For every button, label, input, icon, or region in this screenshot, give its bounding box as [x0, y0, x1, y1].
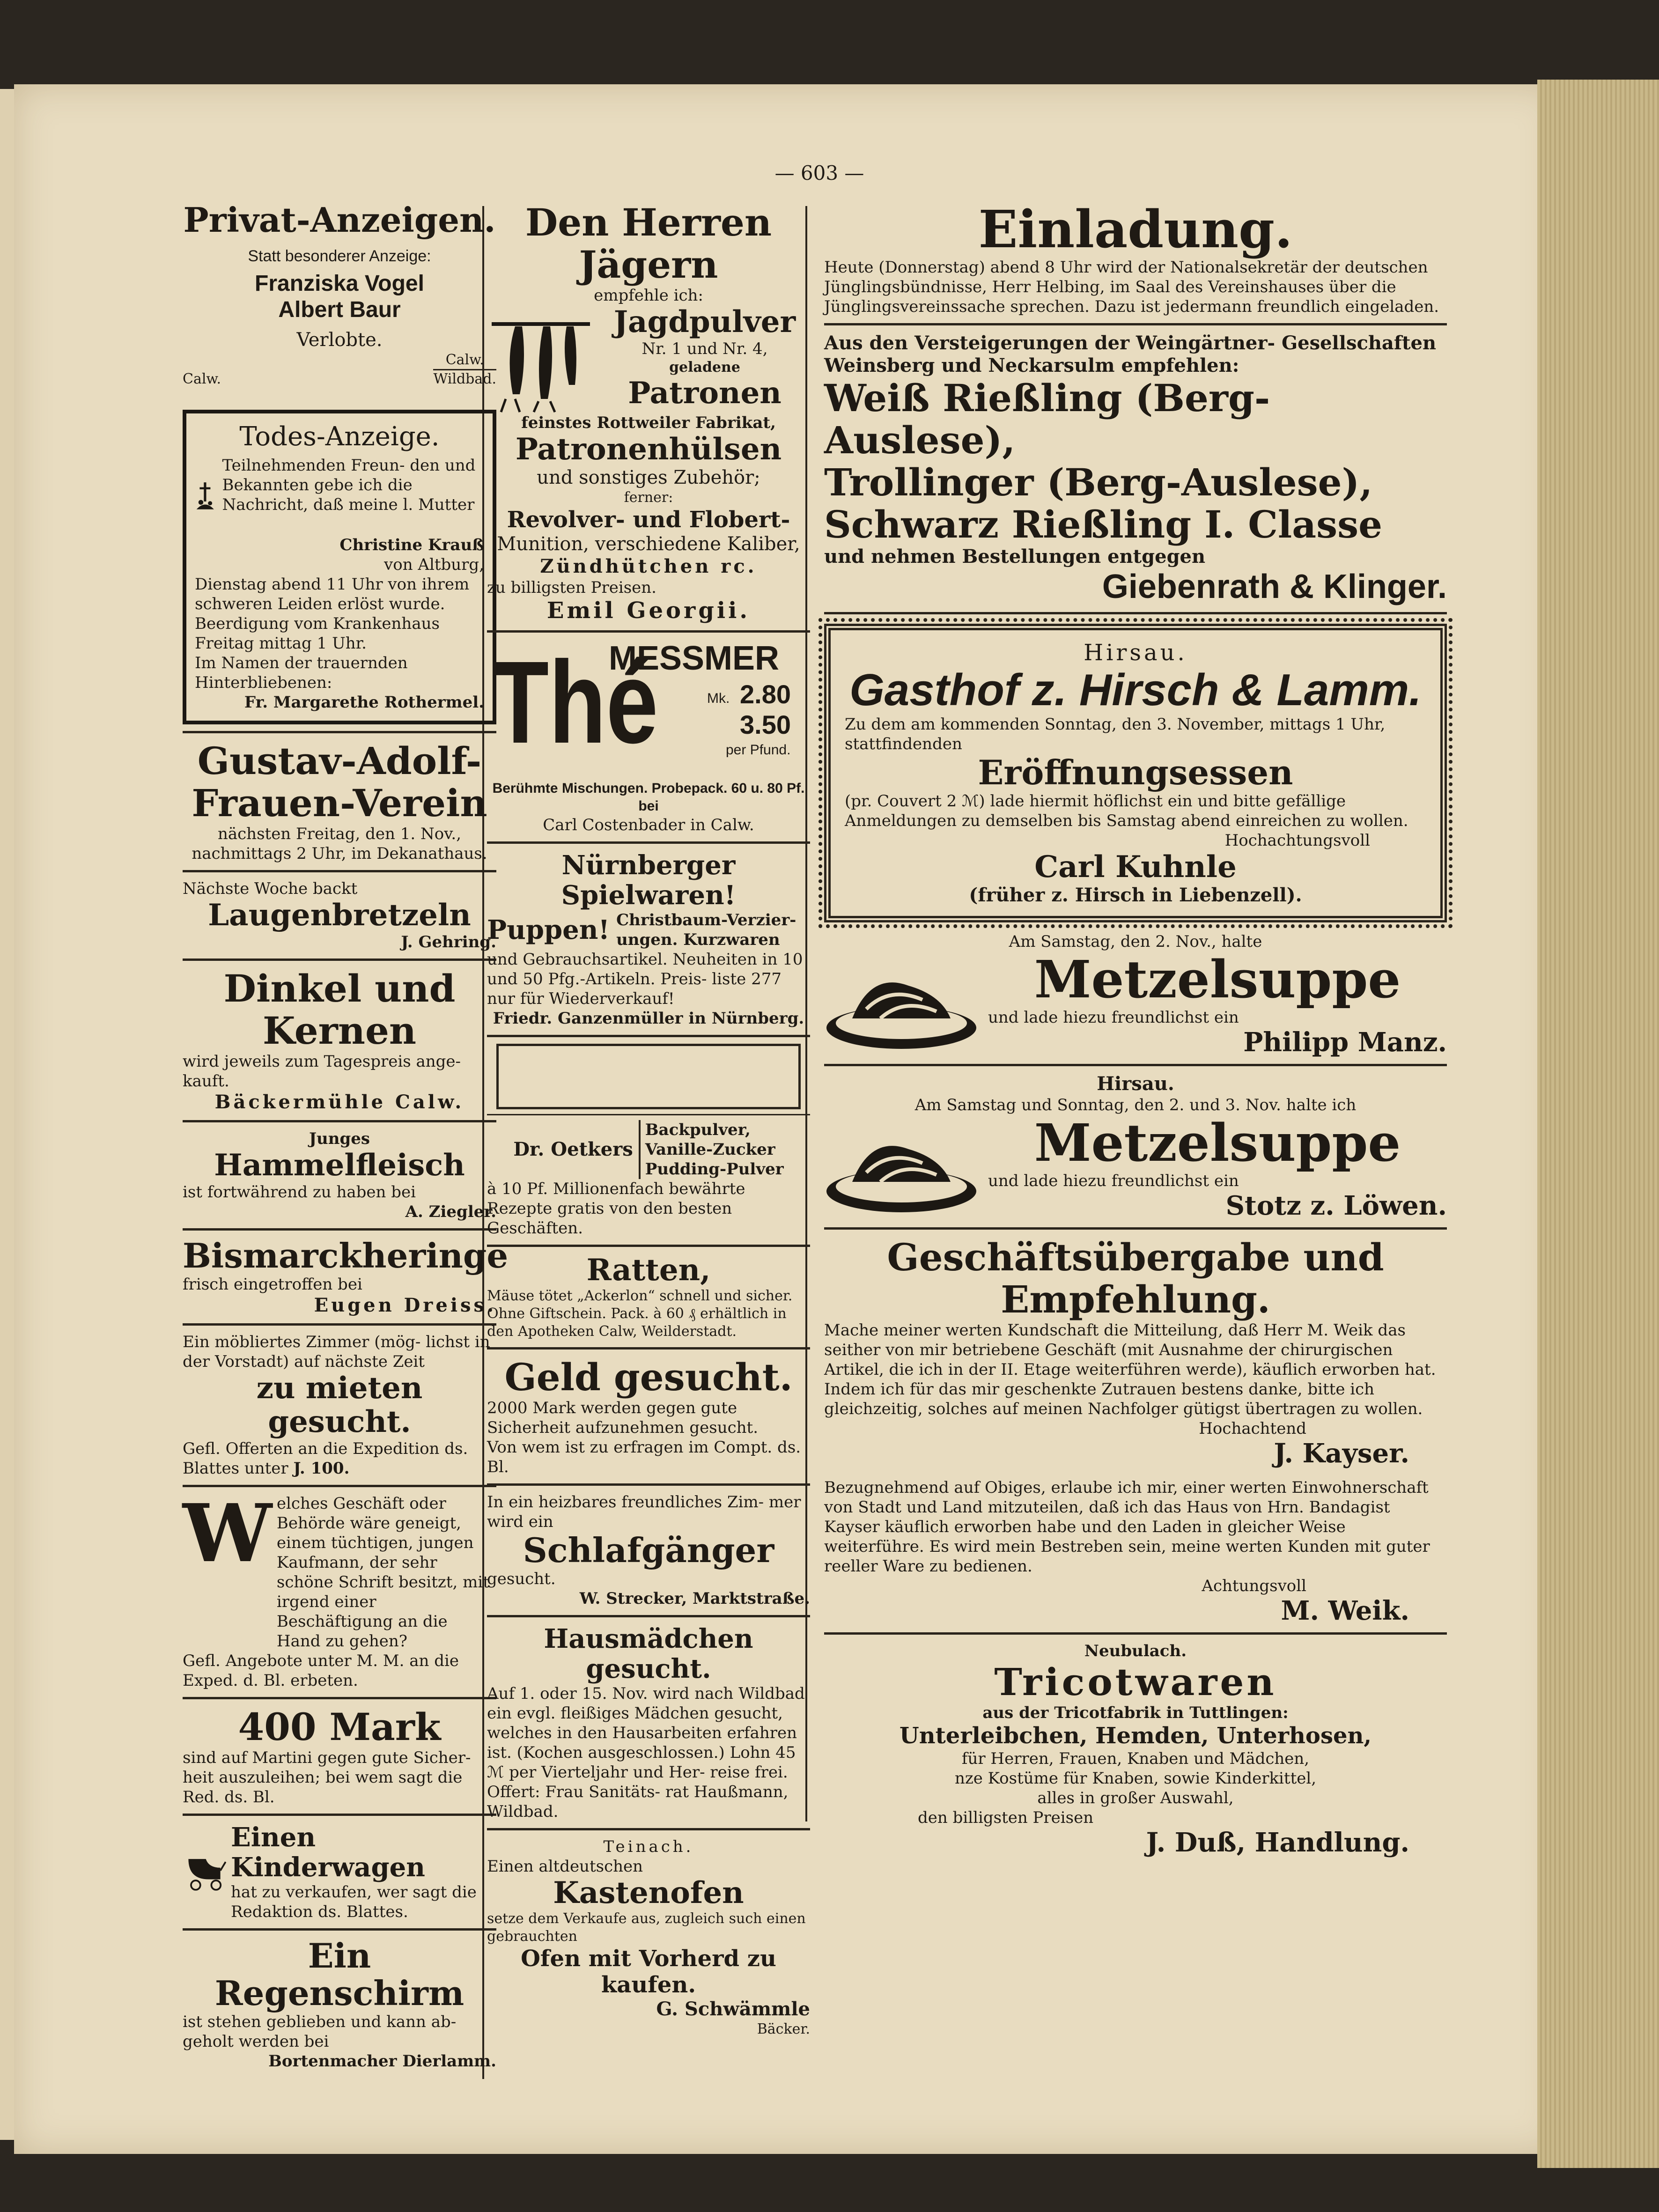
page-number: — 603 —: [774, 162, 864, 184]
wein-item-3: Schwarz Rießling I. Classe: [824, 502, 1383, 546]
jaeger-item-1: Jagdpulver: [613, 304, 796, 339]
column-3: [824, 201, 1447, 1858]
jaeger-item-6: Patronenhülsen: [515, 432, 782, 467]
trico-text: für Herren, Frauen, Knaben und Mädchen,: [961, 1749, 1310, 1768]
metzel2-place: Hirsau.: [1097, 1073, 1174, 1095]
ueber-text: Mache meiner werten Kundschaft die Mitteilung, daß Herr M. Weik das seither von mir betriebene Geschäft (mit Ausnahme der chirurgischen Artikel, die ich in der II. Etage weiterführen werde), käuflich erworben hat. Indem ich für das mir geschenkte Zutrauen bestens danke, bitte ich gleichzeitig, solches auf meinen Nachfolger gütigst übertragen zu wollen.: [824, 1321, 1436, 1418]
hammel-sign: A. Ziegler.: [405, 1202, 496, 1221]
nbg-items: Christbaum-Verzier- ungen. Kurzwaren: [616, 911, 796, 949]
messmer-ad: [487, 639, 810, 780]
kinderwagen-text: hat zu verkaufen, wer sagt die Redaktion ds. Blattes.: [231, 1883, 477, 1921]
schlaf-sign: W. Strecker, Marktstraße.: [579, 1589, 810, 1608]
todes-text-2: von Altburg,: [384, 555, 484, 574]
wein-intro: Aus den Versteigerungen der Weingärtner- Gesellschaften Weinsberg und Neckarsulm empfehlen:: [824, 332, 1437, 376]
oetker-name: Dr. Oetkers: [513, 1138, 633, 1160]
gast-title-2: Eröffnungsessen: [978, 752, 1293, 792]
ueber-greet-2: Achtungsvoll: [1202, 1577, 1306, 1595]
todes-anzeige: [183, 410, 496, 724]
grave-cross-icon: [195, 456, 216, 535]
ueber-title: Geschäftsübergabe und Empfehlung.: [887, 1235, 1384, 1321]
gustav-text: nächsten Freitag, den 1. Nov., nachmittags 2 Uhr, im Dekanathaus.: [192, 825, 487, 863]
geld-title: Geld gesucht.: [504, 1355, 793, 1399]
todes-sign: Fr. Margarethe Rothermel.: [244, 693, 484, 712]
dinkel-title: Dinkel und Kernen: [223, 966, 456, 1053]
gast-text-1: Zu dem am kommenden Sonntag, den 3. November, mittags 1 Uhr, stattfindenden: [845, 715, 1386, 753]
jaeger-item-2: Nr. 1 und Nr. 4,: [641, 339, 768, 358]
metzel2-intro: Am Samstag und Sonntag, den 2. und 3. Nov. halte ich: [914, 1096, 1357, 1114]
jaeger-intro: empfehle ich:: [594, 286, 703, 305]
the-sign: Carl Costenbader in Calw.: [543, 816, 754, 834]
zimmer-text-2-body: Gefl. Offerten an die Expedition ds. Blattes unter: [183, 1439, 468, 1478]
gustav-title-2: Frauen-Verein: [192, 781, 487, 825]
gast-text-2: (pr. Couvert 2 ℳ) lade hiermit höflichst ein und bitte gefällige Anmeldungen zu demselben bis Samstag abend einreichen zu wollen.: [845, 792, 1408, 830]
gast-place: Hirsau.: [1084, 640, 1187, 666]
metzel1-intro: Am Samstag, den 2. Nov., halte: [1009, 932, 1262, 951]
privat-title: Privat-Anzeigen.: [183, 200, 496, 240]
todes-text-3: Dienstag abend 11 Uhr von ihrem schweren Leiden erlöst wurde.: [195, 575, 470, 613]
jaeger-item-9: Revolver- und Flobert-: [507, 507, 790, 533]
kasten-place: Teinach.: [603, 1837, 694, 1856]
place-right-1: Calw.: [433, 351, 496, 370]
jaeger-item-3: geladene: [669, 359, 740, 376]
welches-text: elches Geschäft oder Behörde wäre geneigt, einem tüchtigen, jungen Kaufmann, der sehr schöne Schrift besitzt, mit irgend einer Beschäftigung an die Hand zu gehen?: [276, 1494, 489, 1651]
wein-item-2: Trollinger (Berg-Auslese),: [824, 460, 1373, 504]
trico-place: Neubulach.: [1084, 1642, 1187, 1660]
metzel2-text: und lade hiezu freundlichst ein: [988, 1172, 1239, 1190]
verlobung-name-2: Albert Baur: [278, 297, 401, 322]
kasten-sign-2: Bäcker.: [757, 2021, 810, 2037]
bismarck-sign: Eugen Dreiss.: [314, 1294, 496, 1316]
kasten-title-2: Ofen mit Vorherd zu kaufen.: [521, 1946, 776, 1998]
trico-title: Tricotwaren: [994, 1660, 1277, 1704]
schlaf-title: Schlafgänger: [523, 1530, 774, 1570]
nbg-puppen: Puppen!: [487, 914, 610, 945]
hammel-text: ist fortwährend zu haben bei: [183, 1183, 416, 1202]
the-unit: per Pfund.: [726, 742, 791, 758]
trico-text-3: alles in großer Auswahl,: [1037, 1789, 1234, 1807]
verlobung-places: [183, 351, 496, 388]
schirm-sign: Bortenmacher Dierlamm.: [268, 2052, 496, 2071]
todes-name: Christine Krauß: [339, 536, 484, 554]
jaeger-item-7: und sonstiges Zubehör;: [537, 467, 760, 488]
blank-box: [496, 1044, 801, 1109]
laugen-sign: J. Gehring.: [401, 933, 496, 951]
column-1: [183, 200, 509, 2071]
ueber-sign-2: M. Weik.: [1281, 1595, 1409, 1626]
todes-text-5: Im Namen der trauernden Hinterbliebenen:: [195, 654, 408, 692]
jaeger-item-5: feinstes Rottweiler Fabrikat,: [521, 413, 776, 432]
jaeger-item-4: Patronen: [628, 376, 782, 411]
dinkel-sign: Bäckermühle Calw.: [214, 1091, 465, 1113]
gast-sign: Carl Kuhnle: [1034, 849, 1237, 885]
metzel2-ad: [824, 1115, 1447, 1221]
schlaf-text: gesucht.: [487, 1570, 556, 1588]
welches-text-2: Gefl. Angebote unter M. M. an die Exped. d. Bl. erbeten.: [183, 1652, 459, 1690]
ueber-sign: J. Kayser.: [1274, 1438, 1409, 1469]
mark-text: sind auf Martini gegen gute Sicher- heit auszuleihen; bei wem sagt die Red. ds. Bl.: [183, 1748, 471, 1806]
hammel-title: Hammelfleisch: [214, 1148, 465, 1183]
ueber-greet: Hochachtend: [1199, 1419, 1306, 1438]
jaeger-item-12: zu billigsten Preisen.: [487, 578, 656, 597]
schlaf-intro: In ein heizbares freundliches Zim- mer wird ein: [487, 1493, 801, 1531]
oetker-ad: [487, 1120, 810, 1179]
metzel1-text: und lade hiezu freundlichst ein: [988, 1008, 1239, 1027]
laugen-title: Laugenbretzeln: [208, 898, 471, 933]
todes-text-4: Beerdigung vom Krankenhaus Freitag mittag 1 Uhr.: [195, 614, 440, 653]
wein-item-1: Weiß Rießling (Berg-Auslese),: [824, 376, 1270, 462]
schirm-title: Ein Regenschirm: [214, 1936, 465, 2013]
einladung-title: Einladung.: [978, 199, 1293, 259]
column-2: [487, 201, 810, 2038]
metzel1-title: Metzelsuppe: [1034, 949, 1401, 1010]
the-price-2: 3.50: [740, 710, 791, 739]
kasten-sign: G. Schwämmle: [656, 1998, 810, 2020]
kinderwagen-ad: [183, 1822, 496, 1922]
geld-text-2: Von wem ist zu erfragen im Compt. ds. Bl.: [487, 1438, 801, 1476]
pram-icon: [183, 1842, 226, 1902]
verlobung-intro: Statt besonderer Anzeige:: [248, 247, 431, 265]
wein-text: und nehmen Bestellungen entgegen: [824, 546, 1206, 568]
geld-text: 2000 Mark werden gegen gute Sicherheit aufzunehmen gesucht.: [487, 1399, 759, 1437]
place-right-2: Wildbad.: [433, 371, 496, 387]
sausage-platter-icon: [824, 953, 979, 1056]
nbg-text: und Gebrauchsartikel. Neuheiten in 10 und 50 Pfg.-Artikeln. Preis- liste 277 nur für Wiederverkauf!: [487, 950, 803, 1008]
verlobung-status: Verlobte.: [296, 329, 383, 351]
jaeger-item-8: ferner:: [624, 489, 673, 506]
todes-text-1: Teilnehmenden Freun- den und Bekannten gebe ich die Nachricht, daß meine l. Mutter: [222, 456, 476, 514]
schirm-text: ist stehen geblieben und kann ab- geholt werden bei: [183, 2013, 457, 2051]
game-birds-icon: [487, 305, 595, 413]
the-price-1: 2.80: [740, 679, 791, 709]
kasten-title: Kastenofen: [553, 1875, 744, 1910]
the-word: Thé: [492, 637, 658, 767]
trico-intro: aus der Tricotfabrik in Tuttlingen:: [982, 1703, 1289, 1722]
welches-initial: W: [183, 1487, 272, 1580]
trico-sign: J. Duß, Handlung.: [1146, 1827, 1409, 1858]
the-brand: MESSMER: [609, 640, 780, 677]
the-mk: Mk.: [707, 691, 730, 706]
gast-title: Gasthof z. Hirsch & Lamm.: [849, 665, 1422, 715]
welches-ad: [183, 1487, 496, 1651]
jaeger-item-11: Zündhütchen rc.: [540, 555, 757, 577]
ratten-title: Ratten,: [586, 1253, 711, 1288]
zimmer-text-2: [183, 1439, 496, 1478]
ueber-text-2: Bezugnehmend auf Obiges, erlaube ich mir, einer werten Einwohnerschaft von Stadt und Land mitzuteilen, daß ich das Haus von Hrn. Bandagist Kayser käuflich erworben habe und den Laden in gleicher Weise weiterführe. Es wird mein Bestreben sein, meine werten Kunden mit guter reeller Ware zu bedienen.: [824, 1478, 1430, 1576]
jaeger-ad: [487, 305, 810, 413]
laugen-intro: Nächste Woche backt: [183, 879, 358, 898]
todes-body: [195, 456, 484, 535]
sausage-platter-icon: [824, 1116, 979, 1219]
dinkel-text: wird jeweils zum Tagespreis ange- kauft.: [183, 1052, 461, 1091]
oetker-text: à 10 Pf. Millionenfach bewährte Rezepte gratis von den besten Geschäften.: [487, 1180, 745, 1238]
trico-text-4: den billigsten Preisen: [918, 1808, 1094, 1827]
haus-title: Hausmädchen gesucht.: [544, 1623, 753, 1684]
nbg-sign: Friedr. Ganzenmüller in Nürnberg.: [493, 1009, 804, 1028]
kinderwagen-title: Einen Kinderwagen: [231, 1822, 425, 1883]
page-edge: [1537, 80, 1659, 2168]
gast-greet: Hochachtungsvoll: [1224, 831, 1370, 850]
ratten-text: Mäuse tötet „Ackerlon“ schnell und sicher. Ohne Giftschein. Pack. à 60 ₰ erhältlich in den Apotheken Calw, Weilderstadt.: [487, 1288, 793, 1340]
zimmer-code: J. 100.: [293, 1459, 350, 1478]
wein-sign: Giebenrath & Klinger.: [1102, 568, 1447, 605]
metzel2-sign: Stotz z. Löwen.: [1225, 1190, 1447, 1221]
place-left: Calw.: [183, 371, 221, 387]
metzel2-title: Metzelsuppe: [1034, 1113, 1401, 1173]
jaeger-sign: Emil Georgii.: [546, 597, 751, 624]
metzel1-ad: [824, 951, 1447, 1057]
bismarck-title: Bismarckheringe: [183, 1236, 509, 1276]
gasthof-ad: [824, 624, 1447, 922]
oetker-items: [639, 1120, 784, 1179]
mark-title: 400 Mark: [238, 1705, 441, 1749]
jaeger-item-10: Munition, verschiedene Kaliber,: [497, 533, 800, 555]
kasten-intro: Einen altdeutschen: [487, 1857, 643, 1876]
zimmer-title: zu mieten gesucht.: [256, 1371, 423, 1439]
nbg-title: Nürnberger Spielwaren!: [561, 850, 736, 911]
the-text: Berühmte Mischungen. Probepack. 60 u. 80 Pf. bei: [492, 781, 805, 814]
oetker-item: Vanille-Zucker: [645, 1140, 775, 1159]
oetker-item: Pudding-Pulver: [645, 1160, 784, 1179]
bismarck-text: frisch eingetroffen bei: [183, 1275, 362, 1294]
hammel-intro: Junges: [309, 1129, 370, 1148]
jaeger-title: Den Herren Jägern: [525, 200, 772, 287]
zimmer-text: Ein möbliertes Zimmer (mög- lichst in der Vorstadt) auf nächste Zeit: [183, 1333, 490, 1371]
einladung-text: Heute (Donnerstag) abend 8 Uhr wird der Nationalsekretär der deutschen Jünglingsbündnisse, Herr Helbing, im Saal des Vereinshauses über die Jünglingsvereinssache sprechen. Dazu ist jedermann freundlich eingeladen.: [824, 258, 1439, 316]
kasten-text: setze dem Verkaufe aus, zugleich such einen gebrauchten: [487, 1910, 806, 1945]
trico-items: Unterleibchen, Hemden, Unterhosen,: [899, 1723, 1372, 1749]
gustav-title-1: Gustav-Adolf-: [197, 739, 482, 783]
gast-sign-2: (früher z. Hirsch in Liebenzell).: [969, 884, 1302, 906]
todes-title: Todes-Anzeige.: [239, 421, 440, 452]
oetker-item: Backpulver,: [645, 1121, 751, 1139]
metzel1-sign: Philipp Manz.: [1243, 1027, 1447, 1058]
trico-text-2: nze Kostüme für Knaben, sowie Kinderkittel,: [954, 1769, 1317, 1788]
haus-text: Auf 1. oder 15. Nov. wird nach Wildbad ein evgl. fleißiges Mädchen gesucht, welches in den Hausarbeiten erfahren ist. (Kochen ausgeschlossen.) Lohn 45 ℳ per Vierteljahr und Her- reise frei. Offert: Frau Sanitäts- rat Haußmann, Wildbad.: [487, 1684, 805, 1821]
nbg-row: [487, 910, 810, 950]
verlobung-name-1: Franziska Vogel: [255, 271, 424, 296]
